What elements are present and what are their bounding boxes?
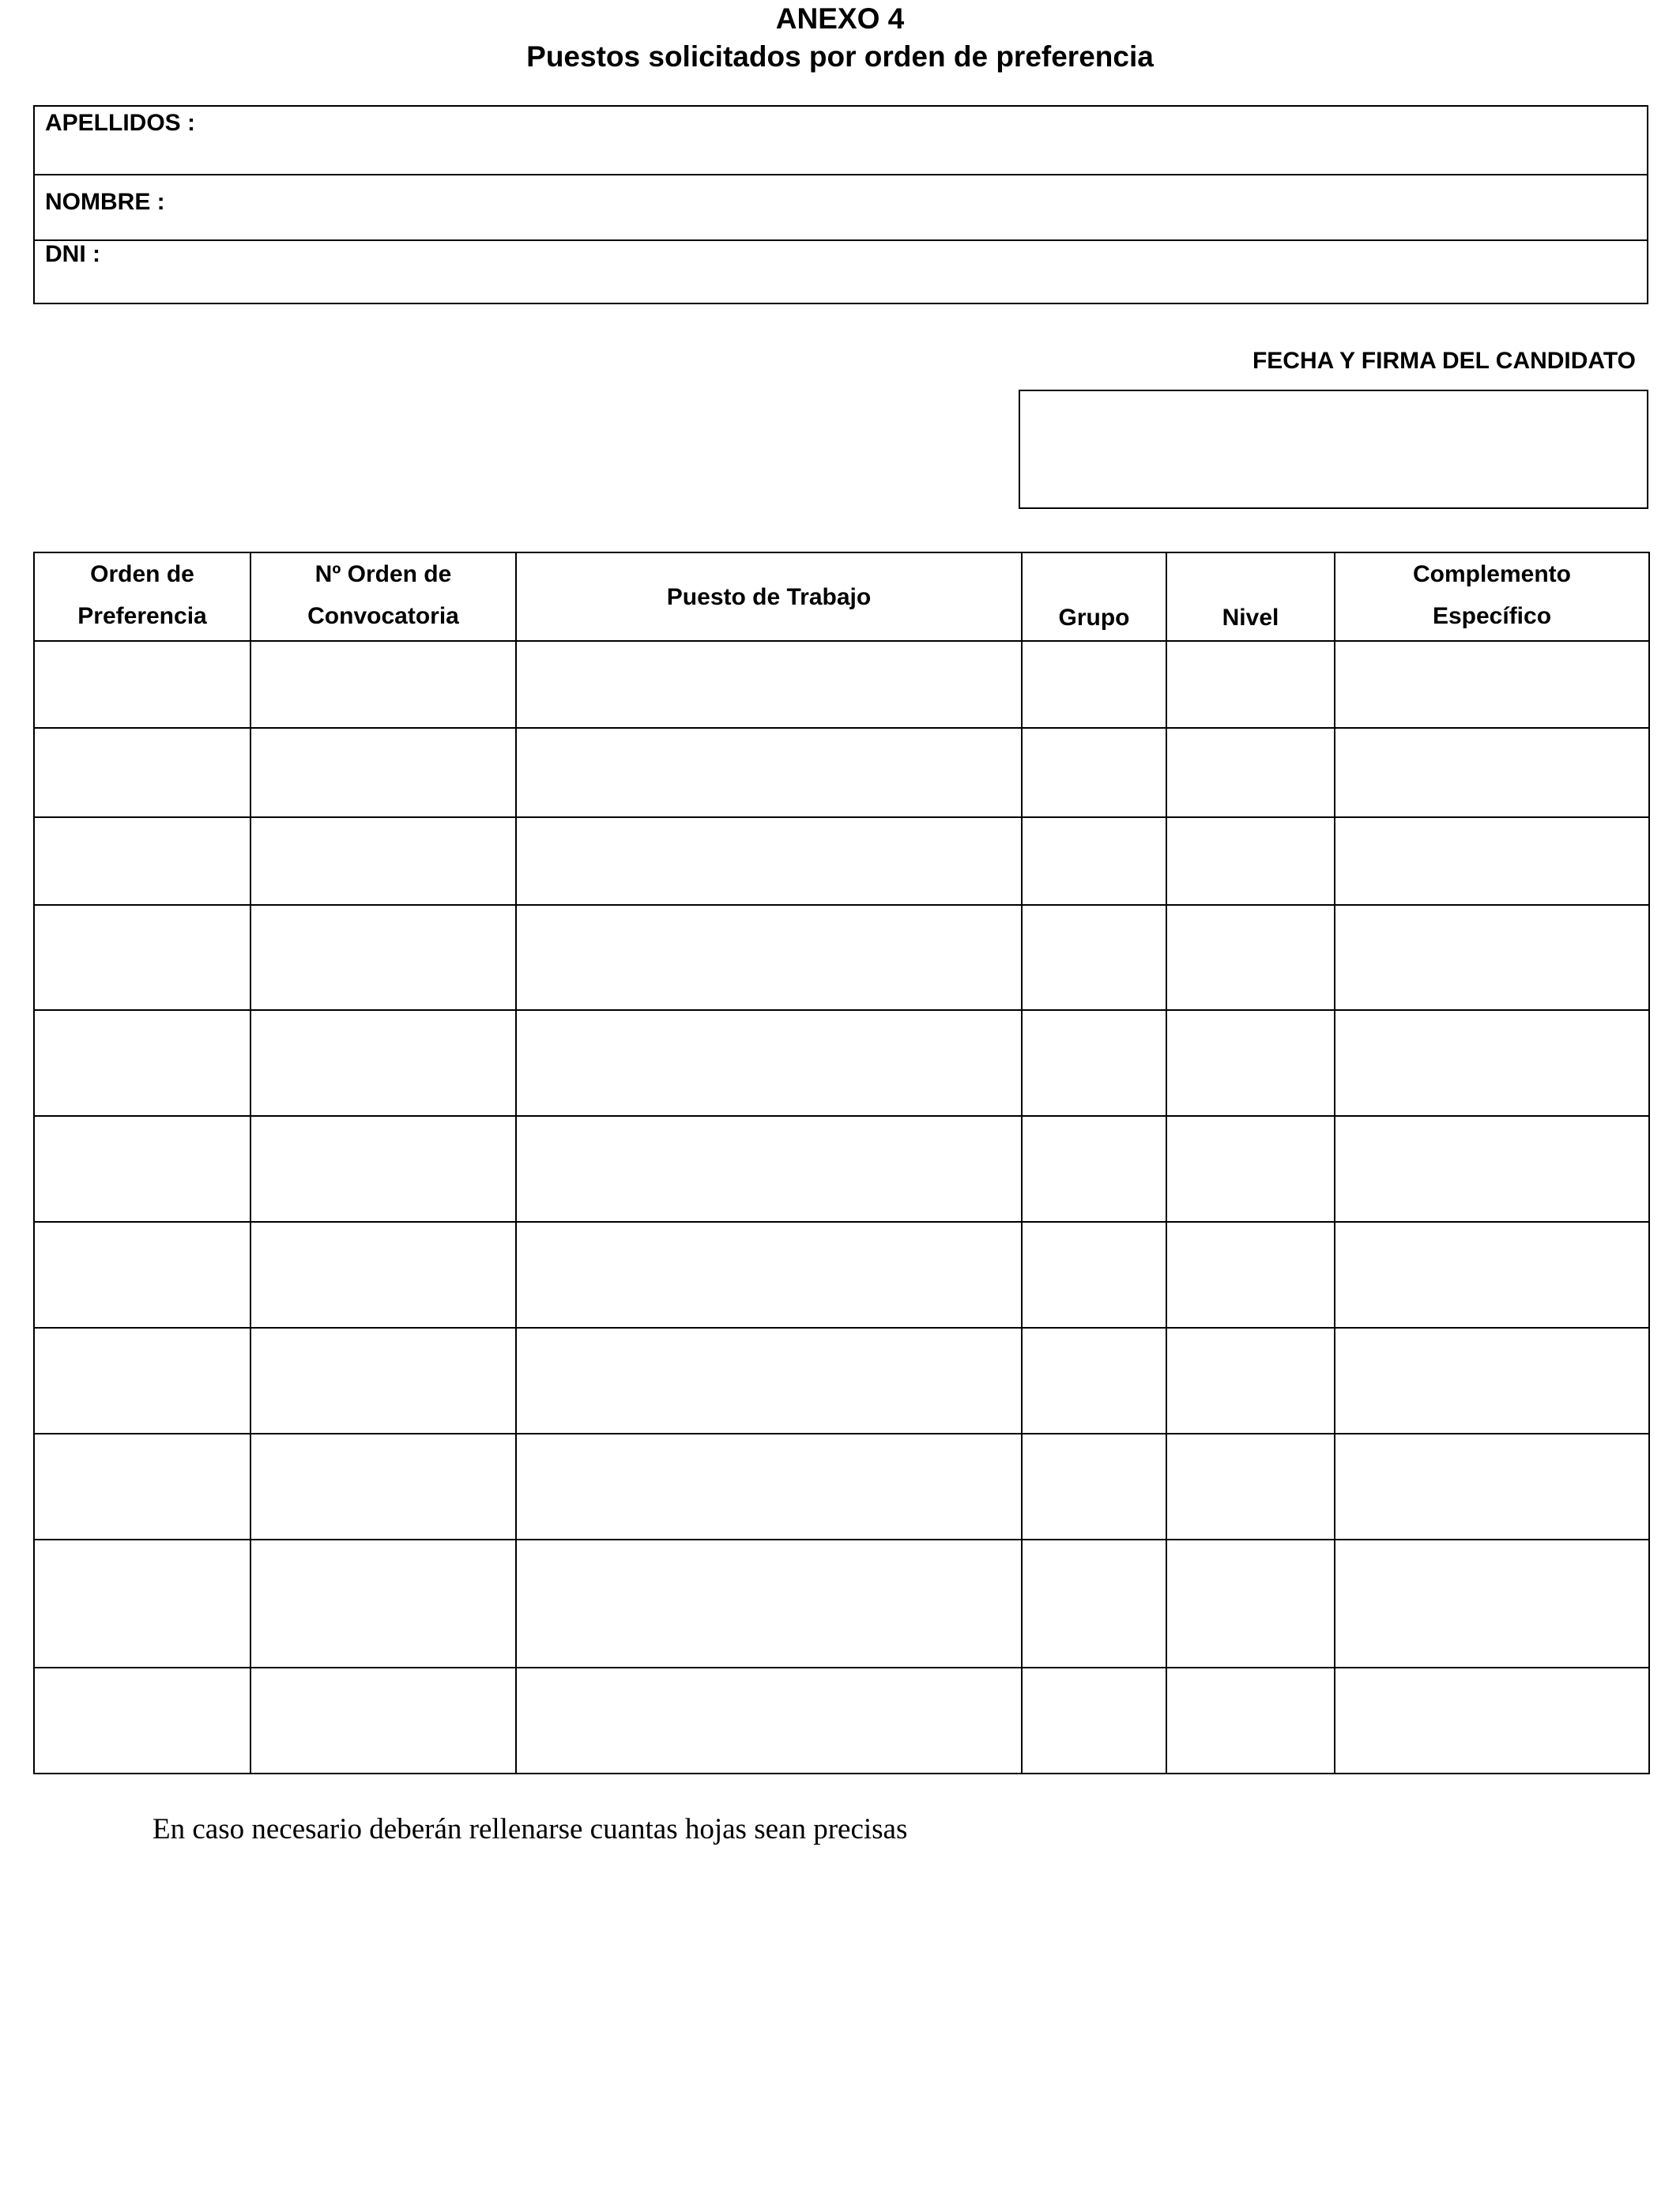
cell-complemento-especifico[interactable]	[1335, 1668, 1649, 1774]
page-subtitle: Puestos solicitados por orden de preferencia	[526, 40, 1154, 73]
header-orden-convocatoria	[250, 552, 516, 641]
cell-orden-convocatoria[interactable]	[250, 1222, 516, 1328]
table-row	[34, 817, 1649, 905]
cell-grupo[interactable]	[1022, 1668, 1166, 1774]
page-title: ANEXO 4	[775, 2, 905, 35]
table-row	[34, 1116, 1649, 1222]
apellidos-label: APELLIDOS :	[45, 110, 196, 136]
cell-nivel[interactable]	[1166, 728, 1335, 817]
header-nivel-label: Nivel	[1222, 605, 1279, 631]
footer-note: En caso necesario deberán rellenarse cuantas hojas sean precisas	[153, 1813, 908, 1845]
cell-puesto-trabajo[interactable]	[516, 1434, 1022, 1540]
nombre-label: NOMBRE :	[45, 189, 165, 215]
cell-orden-convocatoria[interactable]	[250, 817, 516, 905]
nombre-field[interactable]	[35, 175, 1647, 241]
table-row	[34, 728, 1649, 817]
cell-complemento-especifico[interactable]	[1335, 728, 1649, 817]
header-grupo-label: Grupo	[1058, 605, 1130, 631]
cell-complemento-especifico[interactable]	[1335, 1434, 1649, 1540]
cell-grupo[interactable]	[1022, 817, 1166, 905]
cell-grupo[interactable]	[1022, 728, 1166, 817]
cell-orden-preferencia[interactable]	[34, 1116, 250, 1222]
cell-orden-preferencia[interactable]	[34, 1668, 250, 1774]
cell-orden-convocatoria[interactable]	[250, 641, 516, 728]
table-row	[34, 1222, 1649, 1328]
table-row	[34, 1328, 1649, 1434]
cell-nivel[interactable]	[1166, 1668, 1335, 1774]
cell-orden-preferencia[interactable]	[34, 728, 250, 817]
cell-orden-preferencia[interactable]	[34, 1010, 250, 1116]
cell-orden-preferencia[interactable]	[34, 1222, 250, 1328]
cell-grupo[interactable]	[1022, 1222, 1166, 1328]
cell-nivel[interactable]	[1166, 1434, 1335, 1540]
cell-nivel[interactable]	[1166, 1116, 1335, 1222]
firma-box[interactable]	[1019, 390, 1648, 509]
cell-grupo[interactable]	[1022, 905, 1166, 1010]
apellidos-field[interactable]	[35, 107, 1647, 175]
cell-orden-convocatoria[interactable]	[250, 905, 516, 1010]
cell-grupo[interactable]	[1022, 641, 1166, 728]
cell-orden-convocatoria[interactable]	[250, 1328, 516, 1434]
cell-puesto-trabajo[interactable]	[516, 1668, 1022, 1774]
cell-puesto-trabajo[interactable]	[516, 1222, 1022, 1328]
header-orden-preferencia-line1: Orden de	[90, 561, 194, 587]
cell-puesto-trabajo[interactable]	[516, 905, 1022, 1010]
cell-nivel[interactable]	[1166, 1010, 1335, 1116]
cell-orden-preferencia[interactable]	[34, 905, 250, 1010]
cell-orden-convocatoria[interactable]	[250, 1010, 516, 1116]
cell-orden-preferencia[interactable]	[34, 1434, 250, 1540]
cell-nivel[interactable]	[1166, 1328, 1335, 1434]
cell-grupo[interactable]	[1022, 1116, 1166, 1222]
cell-orden-preferencia[interactable]	[34, 641, 250, 728]
dni-label: DNI :	[45, 241, 100, 267]
cell-orden-convocatoria[interactable]	[250, 1668, 516, 1774]
cell-grupo[interactable]	[1022, 1540, 1166, 1668]
firma-label: FECHA Y FIRMA DEL CANDIDATO	[1252, 348, 1636, 374]
cell-complemento-especifico[interactable]	[1335, 817, 1649, 905]
cell-complemento-especifico[interactable]	[1335, 1116, 1649, 1222]
cell-puesto-trabajo[interactable]	[516, 641, 1022, 728]
table-row	[34, 1540, 1649, 1668]
header-complemento-line2: Específico	[1432, 603, 1552, 629]
header-nivel	[1166, 552, 1335, 641]
table-header-row	[34, 552, 1649, 641]
table-row	[34, 1434, 1649, 1540]
cell-puesto-trabajo[interactable]	[516, 1540, 1022, 1668]
cell-orden-preferencia[interactable]	[34, 1540, 250, 1668]
cell-nivel[interactable]	[1166, 1540, 1335, 1668]
header-complemento-especifico	[1335, 552, 1649, 641]
cell-grupo[interactable]	[1022, 1434, 1166, 1540]
cell-nivel[interactable]	[1166, 1222, 1335, 1328]
table-row	[34, 905, 1649, 1010]
cell-complemento-especifico[interactable]	[1335, 1010, 1649, 1116]
header-orden-preferencia-line2: Preferencia	[77, 603, 207, 629]
header-orden-convocatoria-line2: Convocatoria	[307, 603, 459, 629]
table-body	[34, 641, 1649, 1774]
cell-nivel[interactable]	[1166, 817, 1335, 905]
cell-complemento-especifico[interactable]	[1335, 1328, 1649, 1434]
cell-grupo[interactable]	[1022, 1010, 1166, 1116]
header-grupo	[1022, 552, 1166, 641]
cell-nivel[interactable]	[1166, 641, 1335, 728]
cell-complemento-especifico[interactable]	[1335, 905, 1649, 1010]
table-row	[34, 1010, 1649, 1116]
preference-table	[33, 552, 1650, 1774]
cell-nivel[interactable]	[1166, 905, 1335, 1010]
cell-orden-convocatoria[interactable]	[250, 1116, 516, 1222]
header-orden-preferencia	[34, 552, 250, 641]
personal-data-box	[33, 105, 1648, 304]
cell-puesto-trabajo[interactable]	[516, 728, 1022, 817]
cell-complemento-especifico[interactable]	[1335, 641, 1649, 728]
cell-orden-convocatoria[interactable]	[250, 728, 516, 817]
cell-orden-preferencia[interactable]	[34, 817, 250, 905]
cell-orden-convocatoria[interactable]	[250, 1434, 516, 1540]
header-puesto-trabajo	[516, 552, 1022, 641]
header-complemento-line1: Complemento	[1412, 561, 1571, 587]
cell-grupo[interactable]	[1022, 1328, 1166, 1434]
cell-puesto-trabajo[interactable]	[516, 817, 1022, 905]
cell-orden-convocatoria[interactable]	[250, 1540, 516, 1668]
header-puesto-trabajo-label: Puesto de Trabajo	[666, 583, 872, 610]
dni-field[interactable]	[35, 241, 1647, 304]
header-orden-convocatoria-line1: Nº Orden de	[315, 561, 452, 587]
table-row	[34, 1668, 1649, 1774]
cell-orden-preferencia[interactable]	[34, 1328, 250, 1434]
cell-puesto-trabajo[interactable]	[516, 1116, 1022, 1222]
cell-complemento-especifico[interactable]	[1335, 1540, 1649, 1668]
cell-puesto-trabajo[interactable]	[516, 1010, 1022, 1116]
cell-puesto-trabajo[interactable]	[516, 1328, 1022, 1434]
table-row	[34, 641, 1649, 728]
cell-complemento-especifico[interactable]	[1335, 1222, 1649, 1328]
